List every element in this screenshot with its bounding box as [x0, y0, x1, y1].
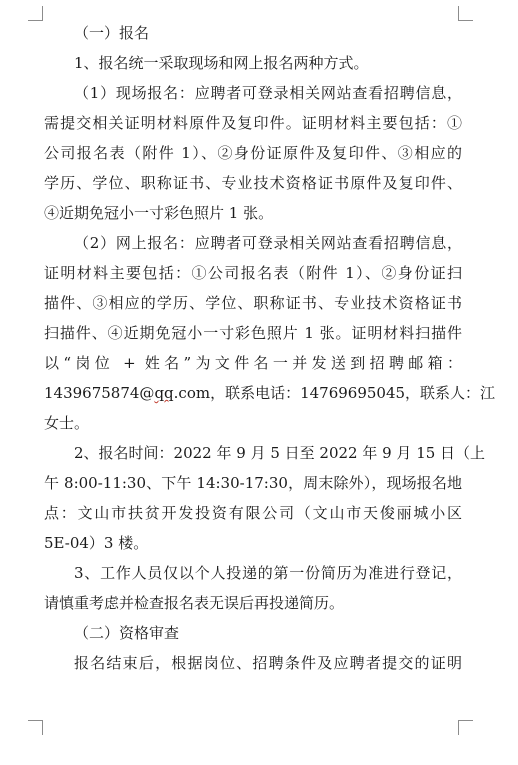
section-heading-registration: （一）报名 — [74, 24, 150, 42]
paragraph-online-line-2: 证明材料主要包括：①公司报名表（附件 1）、②身份证扫 — [44, 264, 462, 282]
paragraph-staff-line-1: 3、工作人员仅以个人投递的第一份简历为准进行登记， — [74, 564, 462, 582]
recruitment-email-domain: qq — [154, 384, 174, 402]
paragraph-online-line-1: （2）网上报名：应聘者可登录相关网站查看招聘信息， — [74, 234, 462, 252]
document-page — [44, 18, 496, 678]
paragraph-online-line-7: 女士。 — [44, 414, 90, 432]
paragraph-time-line-3: 点：文山市扶贫开发投资有限公司（文山市天俊丽城小区 — [44, 504, 462, 522]
paragraph-onsite-line-1: （1）现场报名：应聘者可登录相关网站查看招聘信息， — [74, 84, 462, 102]
paragraph-onsite-line-3: 公司报名表（附件 1）、②身份证原件及复印件、③相应的 — [44, 144, 462, 162]
recruitment-email-prefix: 1439675874@ — [44, 384, 155, 402]
crop-mark-bottom-right — [458, 720, 473, 735]
section-heading-qualification-review: （二）资格审查 — [74, 624, 180, 642]
paragraph-staff-line-2: 请慎重考虑并检查报名表无误后再投递简历。 — [44, 594, 345, 612]
paragraph-onsite-line-4: 学历、学位、职称证书、专业技术资格证书原件及复印件、 — [44, 174, 462, 192]
paragraph-time-line-4: 5E-04）3 楼。 — [44, 534, 149, 552]
paragraph-online-line-3: 描件、③相应的学历、学位、职称证书、专业技术资格证书 — [44, 294, 462, 312]
contact-info-text: .com，联系电话：14769695045，联系人：江 — [173, 384, 496, 402]
crop-mark-top-left — [28, 6, 43, 21]
paragraph-registration-methods: 1、报名统一采取现场和网上报名两种方式。 — [74, 54, 369, 72]
paragraph-time-line-2: 午 8:00-11:30、下午 14:30-17:30，周末除外），现场报名地 — [44, 474, 462, 492]
crop-mark-bottom-left — [28, 720, 43, 735]
paragraph-online-line-4: 扫描件、④近期免冠小一寸彩色照片 1 张。证明材料扫描件 — [44, 324, 462, 342]
paragraph-online-contact-line — [44, 378, 496, 408]
paragraph-review-line-1: 报名结束后，根据岗位、招聘条件及应聘者提交的证明 — [74, 654, 462, 672]
paragraph-onsite-line-2: 需提交相关证明材料原件及复印件。证明材料主要包括：① — [44, 114, 462, 132]
paragraph-time-line-1: 2、报名时间：2022 年 9 月 5 日至 2022 年 9 月 15 日（上 — [74, 444, 486, 462]
paragraph-online-line-5: 以“岗位 + 姓名”为文件名一并发送到招聘邮箱： — [44, 354, 462, 372]
paragraph-onsite-line-5: ④近期免冠小一寸彩色照片 1 张。 — [44, 204, 274, 222]
